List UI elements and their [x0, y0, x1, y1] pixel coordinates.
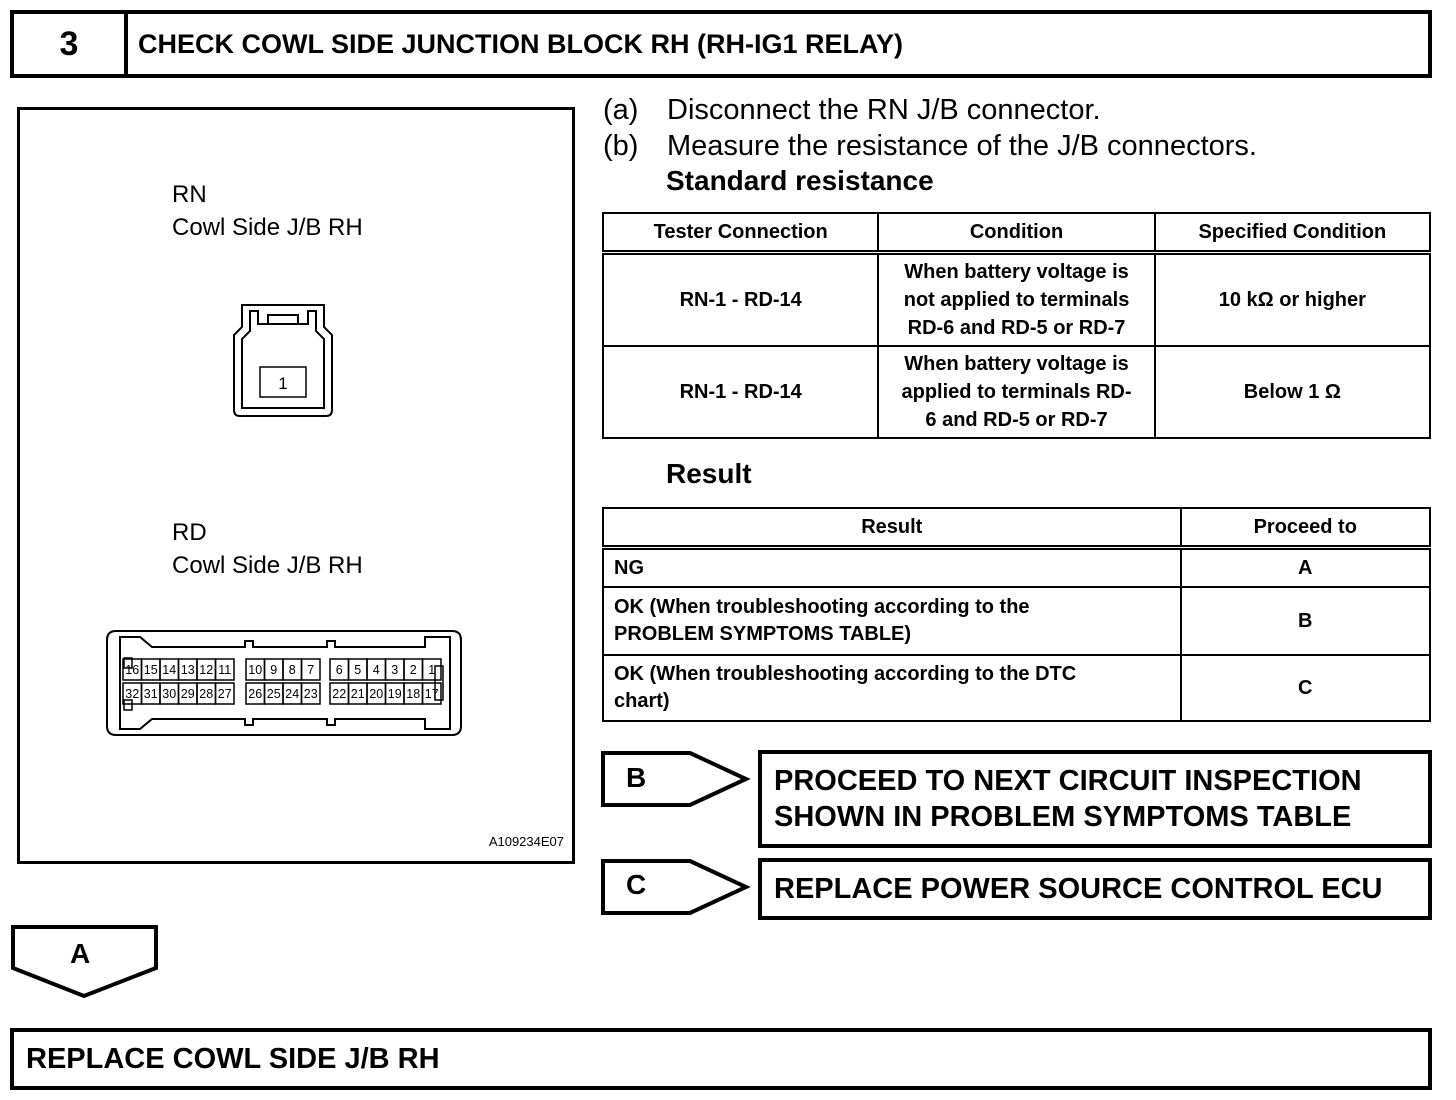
- specified-condition-cell: 10 kΩ or higher: [1155, 253, 1430, 347]
- instruction-b-tag: (b): [603, 130, 639, 162]
- branch-c-action-line: REPLACE POWER SOURCE CONTROL ECU: [774, 873, 1383, 905]
- rd-pin-number: 10: [248, 663, 263, 677]
- branch-b-action-line: SHOWN IN PROBLEM SYMPTOMS TABLE: [774, 801, 1352, 833]
- rd-pin-number: 8: [288, 663, 296, 677]
- table-header-row: [603, 213, 1430, 253]
- rn-label-code: RN: [172, 181, 207, 208]
- rd-pin-number: 18: [406, 687, 421, 701]
- table-row: [603, 346, 1430, 438]
- rd-pin-number: 22: [332, 687, 347, 701]
- proceed-cell: B: [1181, 587, 1430, 655]
- branch-a-action-line: REPLACE COWL SIDE J/B RH: [26, 1043, 440, 1075]
- branch-b-action-line: PROCEED TO NEXT CIRCUIT INSPECTION: [774, 765, 1362, 797]
- branch-c-action: [758, 858, 1432, 920]
- result-cell: [603, 655, 1181, 721]
- branch-a-action: [10, 1028, 1432, 1090]
- rd-pin-number: 3: [391, 663, 399, 677]
- header-condition: Condition: [878, 213, 1154, 253]
- tester-connection-cell: RN-1 - RD-14: [603, 346, 878, 438]
- rd-label-desc: Cowl Side J/B RH: [172, 552, 363, 579]
- condition-line: When battery voltage is: [904, 353, 1129, 375]
- specified-condition-cell: Below 1 Ω: [1155, 346, 1430, 438]
- connector-drawings: [20, 110, 572, 861]
- rd-pin-number: 20: [369, 687, 384, 701]
- figure-code: A109234E07: [488, 834, 564, 849]
- branch-b-action: [758, 750, 1432, 848]
- instruction-b-text: Measure the resistance of the J/B connectors.: [667, 130, 1257, 162]
- rd-pin-number: 28: [199, 687, 214, 701]
- rd-pin-number: 25: [266, 687, 281, 701]
- condition-cell: [878, 346, 1154, 438]
- rd-pin-number: 21: [350, 687, 365, 701]
- proceed-cell: A: [1181, 548, 1430, 588]
- condition-line: not applied to terminals: [903, 289, 1130, 311]
- standard-resistance-heading: Standard resistance: [666, 165, 934, 196]
- result-line: PROBLEM SYMPTOMS TABLE): [614, 623, 912, 645]
- result-line: chart): [614, 690, 670, 712]
- rd-pin-number: 27: [217, 687, 232, 701]
- rd-pin-number: 1: [428, 663, 436, 677]
- result-cell: NG: [603, 548, 1181, 588]
- rn-label-desc: Cowl Side J/B RH: [172, 214, 363, 241]
- branch-a-letter: A: [70, 938, 91, 969]
- table-row: [603, 587, 1430, 655]
- rd-pin-number: 26: [248, 687, 263, 701]
- condition-line: When battery voltage is: [904, 261, 1129, 283]
- rd-pin-number: 31: [143, 687, 158, 701]
- branch-c-arrow: [600, 858, 752, 916]
- condition-line: applied to terminals RD-: [901, 381, 1132, 403]
- instruction-a: [603, 92, 1443, 128]
- branch-c-letter: C: [626, 869, 647, 900]
- rd-pin-number: 7: [307, 663, 315, 677]
- header-result: Result: [603, 508, 1181, 548]
- rd-pin-number: 32: [125, 687, 140, 701]
- rd-pin-number: 14: [162, 663, 177, 677]
- connector-illustration: [17, 107, 575, 864]
- condition-line: RD-6 and RD-5 or RD-7: [907, 317, 1126, 339]
- rd-label: [172, 516, 363, 582]
- header-proceed-to: Proceed to: [1181, 508, 1430, 548]
- standard-resistance-table: [602, 212, 1431, 439]
- condition-cell: [878, 253, 1154, 347]
- rd-pin-number: 9: [270, 663, 278, 677]
- rn-pin-label: 1: [278, 374, 288, 393]
- rd-label-code: RD: [172, 519, 207, 546]
- step-title: CHECK COWL SIDE JUNCTION BLOCK RH (RH-IG1 RELAY): [138, 28, 904, 59]
- rd-pin-number: 2: [409, 663, 417, 677]
- rd-pin-number: 15: [143, 663, 158, 677]
- step-header: [10, 10, 1432, 78]
- rd-pin-number: 29: [180, 687, 195, 701]
- result-line: OK (When troubleshooting according to the: [614, 596, 1030, 618]
- table-header-row: [603, 508, 1430, 548]
- rd-pin-number: 12: [199, 663, 214, 677]
- rd-pin-number: 23: [303, 687, 318, 701]
- header-tester-connection: Tester Connection: [603, 213, 878, 253]
- rd-pin-grid: [123, 659, 441, 704]
- branch-b-letter: B: [626, 762, 647, 793]
- rd-pin-number: 5: [354, 663, 362, 677]
- result-line: OK (When troubleshooting according to the DTC: [614, 663, 1077, 685]
- table-row: [603, 655, 1430, 721]
- rn-connector-drawing: [234, 305, 332, 416]
- result-cell: [603, 587, 1181, 655]
- rd-pin-number: 13: [180, 663, 195, 677]
- table-row: [603, 253, 1430, 347]
- branch-b-arrow: [600, 750, 752, 808]
- rd-pin-number: 24: [285, 687, 300, 701]
- rd-pin-number: 19: [387, 687, 402, 701]
- table-row: [603, 548, 1430, 588]
- rd-pin-number: 30: [162, 687, 177, 701]
- header-specified-condition: Specified Condition: [1155, 213, 1430, 253]
- instruction-b: [603, 128, 1443, 164]
- instruction-a-text: Disconnect the RN J/B connector.: [667, 94, 1101, 126]
- rd-pin-number: 6: [335, 663, 343, 677]
- instruction-a-tag: (a): [603, 94, 639, 126]
- result-heading: Result: [666, 458, 752, 489]
- condition-line: 6 and RD-5 or RD-7: [925, 409, 1108, 431]
- rd-pin-number: 16: [125, 663, 140, 677]
- rd-pin-number: 11: [218, 663, 232, 677]
- proceed-cell: C: [1181, 655, 1430, 721]
- step-number: 3: [14, 14, 128, 74]
- result-table: [602, 507, 1431, 722]
- rd-pin-number: 17: [424, 687, 439, 701]
- rd-pin-number: 4: [372, 663, 380, 677]
- tester-connection-cell: RN-1 - RD-14: [603, 253, 878, 347]
